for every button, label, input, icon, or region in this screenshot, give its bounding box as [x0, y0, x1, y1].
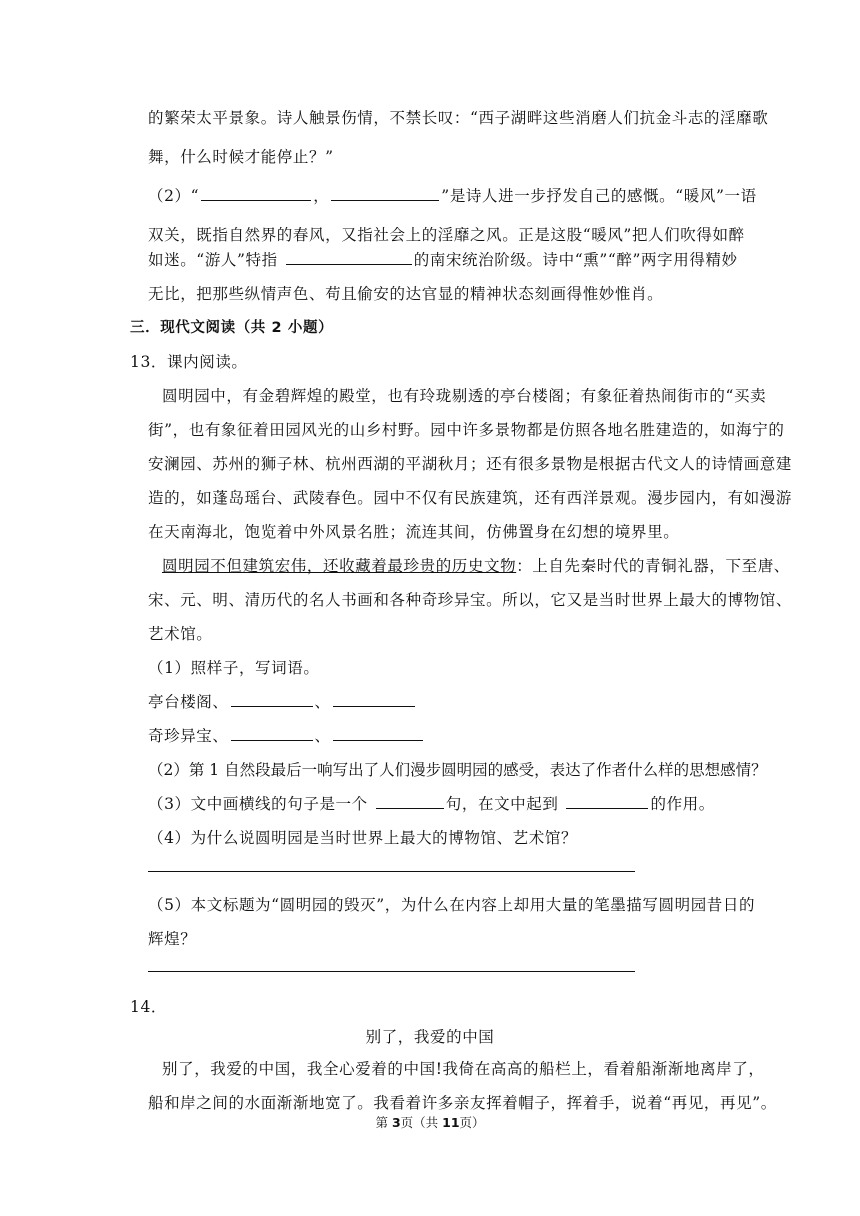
passage-line: 在天南海北，饱览着中外风景名胜；流连其间，仿佛置身在幻想的境界里。 [148, 523, 680, 541]
text-fragment: 句，在文中起到 [445, 795, 559, 813]
text-line: 双关，既指自然界的春风，又指社会上的淫靡之风。正是这股“暖风”把人们吹得如醉 [148, 226, 745, 244]
text-fragment: 如迷。“游人”特指 [148, 251, 278, 269]
passage-line: 造的，如蓬岛瑶台、武陵春色。园中不仅有民族建筑，还有西洋景观。漫步园内，有如漫游 [148, 489, 793, 507]
fill-blank[interactable] [333, 739, 423, 741]
text-fragment: ”是诗人进一步抒发自己的感慨。“暖风”一语 [441, 187, 757, 205]
fill-blank[interactable] [231, 739, 313, 741]
passage-line: 艺术馆。 [148, 625, 213, 643]
text-line: 的繁荣太平景象。诗人触景伤情，不禁长叹：“西子湖畔这些消磨人们抗金斗志的淫靡歌 [148, 109, 769, 127]
text-fragment: ， [313, 187, 330, 205]
footer-text: 页（共 [400, 1115, 443, 1130]
fill-blank[interactable] [376, 807, 444, 809]
fill-blank[interactable] [331, 199, 439, 201]
example-word: 奇珍异宝、 [148, 727, 229, 745]
sub-question: （4）为什么说圆明园是当时世界上最大的博物馆、艺术馆？ [148, 829, 578, 847]
text-line: 无比，把那些纵情声色、苟且偷安的达官显的精神状态刻画得惟妙惟肖。 [148, 285, 664, 303]
page-total: 11 [442, 1115, 460, 1130]
passage-line [162, 554, 790, 576]
passage-line: 别了，我爱的中国，我全心爱着的中国!我倚在高高的船栏上，看着船渐渐地离岸了， [162, 1060, 765, 1078]
passage-line: 宋、元、明、清历代的名人书画和各种奇珍异宝。所以，它又是当时世界上最大的博物馆、 [148, 591, 793, 609]
passage-title: 别了，我爱的中国 [365, 1028, 495, 1046]
text-line [148, 248, 738, 270]
passage-line: 安澜园、苏州的狮子林、杭州西湖的平湖秋月；还有很多景物是根据古代文人的诗情画意建 [148, 455, 793, 473]
page-footer [0, 1113, 860, 1131]
fill-blank[interactable] [333, 705, 415, 707]
section-heading: 三．现代文阅读（共 2 小题） [130, 320, 334, 336]
footer-text: 第 [375, 1115, 392, 1130]
text-line [148, 184, 757, 206]
text-fragment: （3）文中画横线的句子是一个 [148, 795, 368, 813]
text-fragment: 的南宋统治阶级。诗中“熏”“醉”两字用得精妙 [413, 251, 738, 269]
answer-line[interactable] [148, 871, 635, 872]
sub-question: （1）照样子，写词语。 [148, 659, 320, 677]
text-fragment: 、 [314, 727, 331, 745]
sub-question: 辉煌？ [148, 930, 197, 948]
fill-blank[interactable] [231, 705, 313, 707]
question-label: 14． [130, 998, 168, 1016]
answer-line[interactable] [148, 971, 635, 972]
example-row [148, 724, 425, 746]
example-word: 亭台楼阁、 [148, 693, 229, 711]
sub-question: （2）第 1 自然段最后一响写出了人们漫步圆明园的感受，表达了作者什么样的思想感情？ [148, 761, 767, 779]
sub-question [148, 792, 715, 814]
text-fragment: ：上自先秦时代的青铜礼器，下至唐、 [516, 557, 790, 575]
footer-text: 页） [459, 1115, 485, 1130]
fill-blank[interactable] [286, 263, 412, 265]
passage-line: 街”，也有象征着田园风光的山乡村野。园中许多景物都是仿照各地名胜建造的，如海宁的 [148, 421, 785, 439]
text-fragment: （2）“ [148, 187, 200, 205]
text-fragment: 的作用。 [650, 795, 715, 813]
text-line: 舞，什么时候才能停止？” [148, 148, 334, 166]
page-number: 3 [391, 1115, 401, 1130]
fill-blank[interactable] [566, 807, 648, 809]
example-row [148, 690, 417, 712]
fill-blank[interactable] [201, 199, 311, 201]
passage-line: 船和岸之间的水面渐渐地宽了。我看着许多亲友挥着帽子，挥着手，说着“再见，再见”。 [148, 1094, 777, 1112]
text-fragment: 、 [314, 693, 331, 711]
underlined-sentence: 圆明园不但建筑宏伟，还收藏着最珍贵的历史文物 [162, 557, 517, 575]
passage-line: 圆明园中，有金碧辉煌的殿堂，也有玲珑剔透的亭台楼阁；有象征着热闹街市的“买卖 [162, 387, 767, 405]
sub-question: （5）本文标题为“圆明园的毁灭”，为什么在内容上却用大量的笔墨描写圆明园昔日的 [148, 896, 756, 914]
question-label: 13．课内阅读。 [130, 353, 248, 371]
